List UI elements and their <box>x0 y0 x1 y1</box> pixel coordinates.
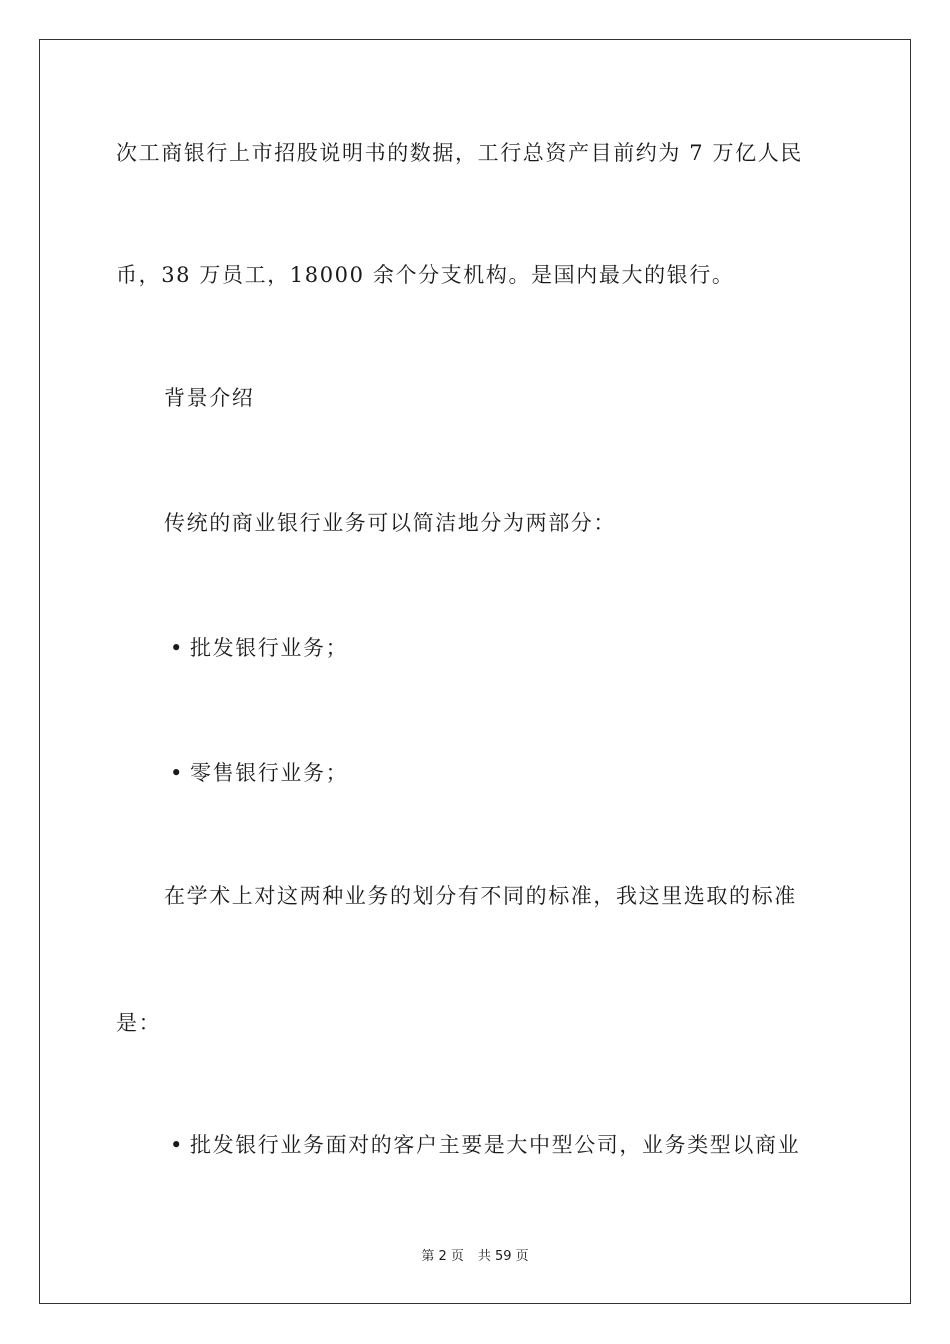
body-text-line: 次工商银行上市招股说明书的数据，工行总资产目前约为 7 万亿人民 <box>116 141 803 165</box>
section-heading: 背景介绍 <box>164 386 255 410</box>
bullet-item <box>170 1131 800 1159</box>
bullet-item <box>170 634 348 662</box>
body-text-line: 传统的商业银行业务可以简洁地分为两部分： <box>164 511 616 535</box>
page-number: 第 2 页 <box>421 1249 464 1264</box>
body-text-line: 是： <box>116 1011 162 1035</box>
bullet-item-text: 零售银行业务； <box>190 761 349 785</box>
bullet-item-text: 批发银行业务面对的客户主要是大中型公司，业务类型以商业 <box>190 1133 801 1157</box>
page-total: 共 59 页 <box>477 1249 529 1264</box>
bullet-item-text: 批发银行业务； <box>190 636 349 660</box>
page-footer <box>0 1248 950 1266</box>
body-text-line: 在学术上对这两种业务的划分有不同的标准，我这里选取的标准 <box>164 884 797 908</box>
bullet-item <box>170 759 348 787</box>
bullet-icon: • <box>170 761 184 785</box>
bullet-icon: • <box>170 636 184 660</box>
page-border <box>39 39 911 1304</box>
body-text-line: 币，38 万员工，18000 余个分支机构。是国内最大的银行。 <box>116 263 735 287</box>
bullet-icon: • <box>170 1133 184 1157</box>
